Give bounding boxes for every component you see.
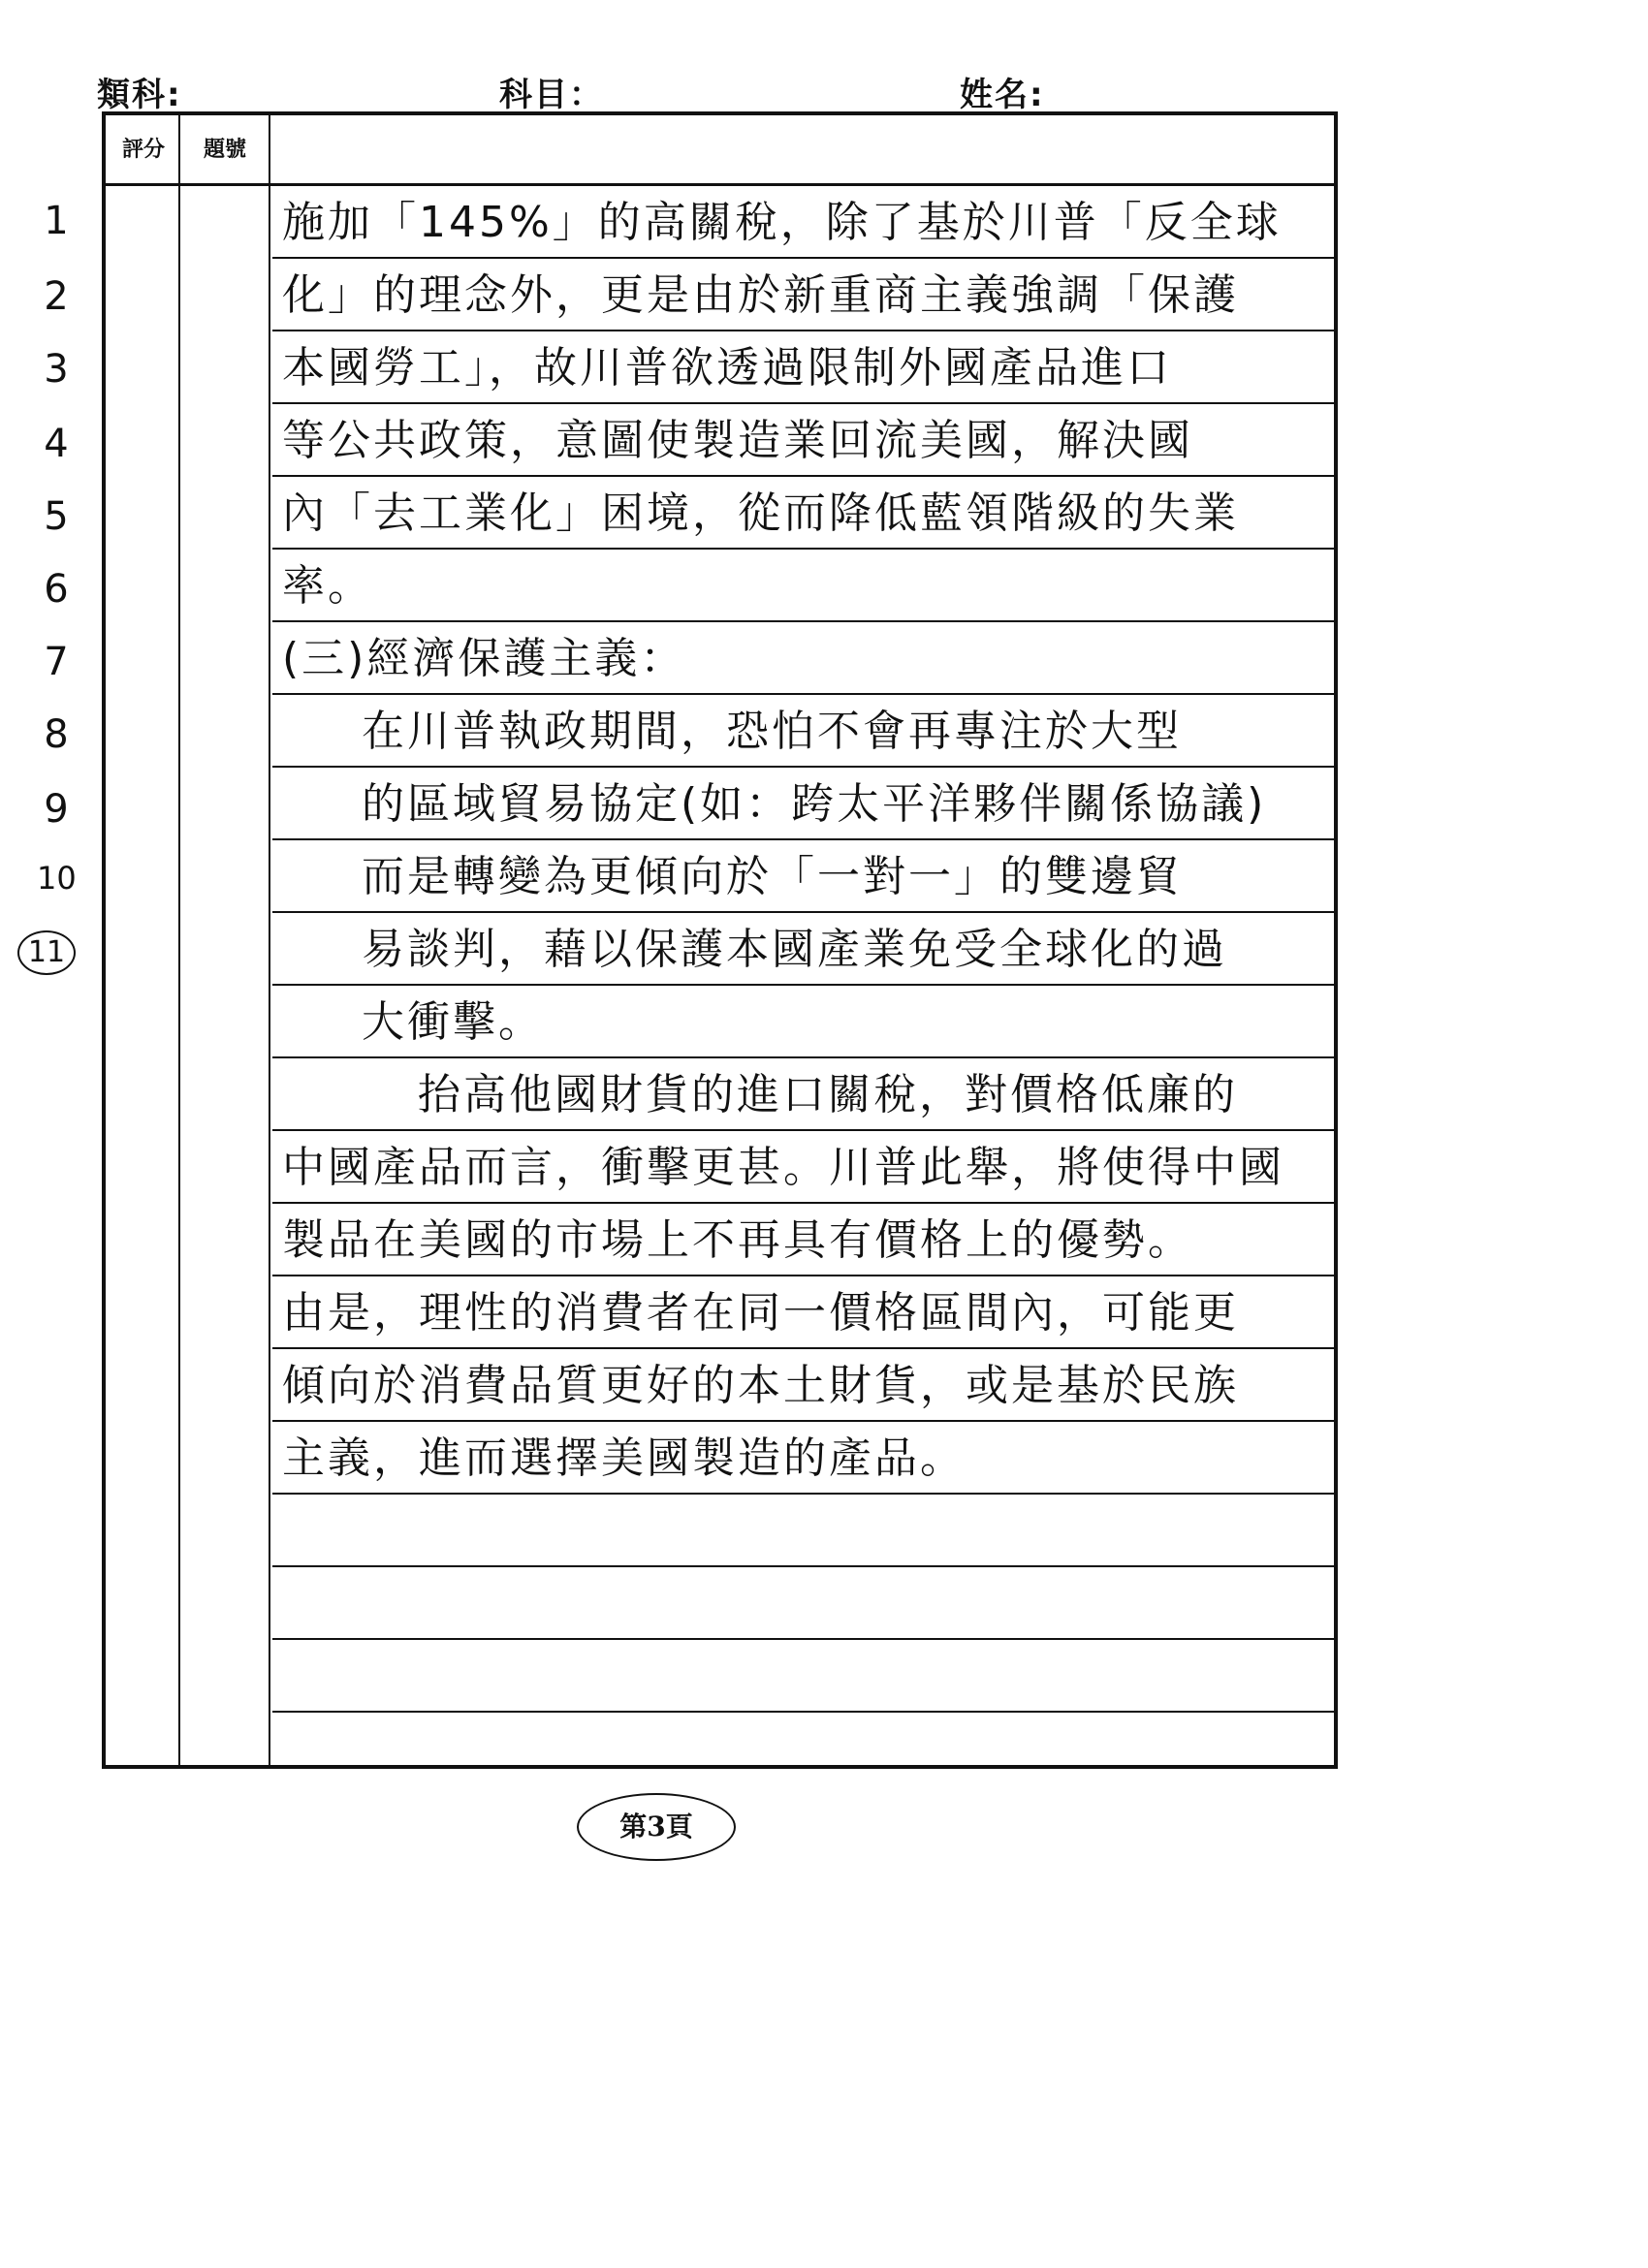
column-divider-score bbox=[178, 115, 180, 1765]
answer-line: 主義，進而選擇美國製造的產品。 bbox=[272, 1422, 1334, 1495]
answer-line: 的區域貿易協定(如：跨太平洋夥伴關係協議) bbox=[272, 768, 1334, 840]
column-divider-question bbox=[269, 115, 270, 1765]
margin-number-7: 7 bbox=[44, 640, 69, 684]
question-number-column-header: 題號 bbox=[203, 138, 246, 162]
answer-line bbox=[272, 1713, 1334, 1785]
margin-number-5: 5 bbox=[44, 494, 69, 539]
subject-label: 科目： bbox=[499, 76, 604, 114]
answer-line bbox=[272, 1567, 1334, 1640]
margin-number-10: 10 bbox=[37, 860, 77, 897]
score-column-header: 評分 bbox=[121, 138, 165, 162]
answer-line: 抬高他國財貨的進口關稅，對價格低廉的 bbox=[272, 1058, 1334, 1131]
answer-line bbox=[272, 1495, 1334, 1567]
answer-line: (三)經濟保護主義： bbox=[272, 622, 1334, 695]
margin-number-2: 2 bbox=[44, 274, 69, 319]
answer-line: 易談判，藉以保護本國產業免受全球化的過 bbox=[272, 913, 1334, 986]
category-label: 類科: bbox=[97, 76, 182, 114]
answer-line: 本國勞工」，故川普欲透過限制外國產品進口 bbox=[272, 331, 1334, 404]
answer-line: 由是，理性的消費者在同一價格區間內，可能更 bbox=[272, 1276, 1334, 1349]
name-label: 姓名: bbox=[960, 76, 1045, 114]
page-number-badge: 第3頁 bbox=[577, 1793, 736, 1861]
margin-number-11: 11 bbox=[17, 930, 76, 975]
answer-line bbox=[272, 1640, 1334, 1713]
margin-number-4: 4 bbox=[44, 422, 69, 466]
answer-line: 在川普執政期間，恐怕不會再專注於大型 bbox=[272, 695, 1334, 768]
answer-line: 而是轉變為更傾向於「一對一」的雙邊貿 bbox=[272, 840, 1334, 913]
answer-line: 內「去工業化」困境，從而降低藍領階級的失業 bbox=[272, 477, 1334, 550]
margin-number-9: 9 bbox=[44, 787, 69, 832]
answer-line: 大衝擊。 bbox=[272, 986, 1334, 1058]
answer-line: 施加「145%」的高關稅，除了基於川普「反全球 bbox=[272, 186, 1334, 259]
answer-line: 傾向於消費品質更好的本土財貨，或是基於民族 bbox=[272, 1349, 1334, 1422]
answer-line: 中國產品而言，衝擊更甚。川普此舉，將使得中國 bbox=[272, 1131, 1334, 1204]
margin-number-1: 1 bbox=[44, 199, 69, 243]
margin-number-8: 8 bbox=[44, 712, 69, 757]
answer-line: 率。 bbox=[272, 550, 1334, 622]
answer-line: 製品在美國的市場上不再具有價格上的優勢。 bbox=[272, 1204, 1334, 1276]
answer-sheet bbox=[102, 111, 1338, 1769]
answer-line: 化」的理念外，更是由於新重商主義強調「保護 bbox=[272, 259, 1334, 331]
answer-lines bbox=[272, 186, 1334, 1785]
answer-line: 等公共政策，意圖使製造業回流美國，解決國 bbox=[272, 404, 1334, 477]
margin-number-3: 3 bbox=[44, 347, 69, 392]
margin-number-6: 6 bbox=[44, 567, 69, 612]
